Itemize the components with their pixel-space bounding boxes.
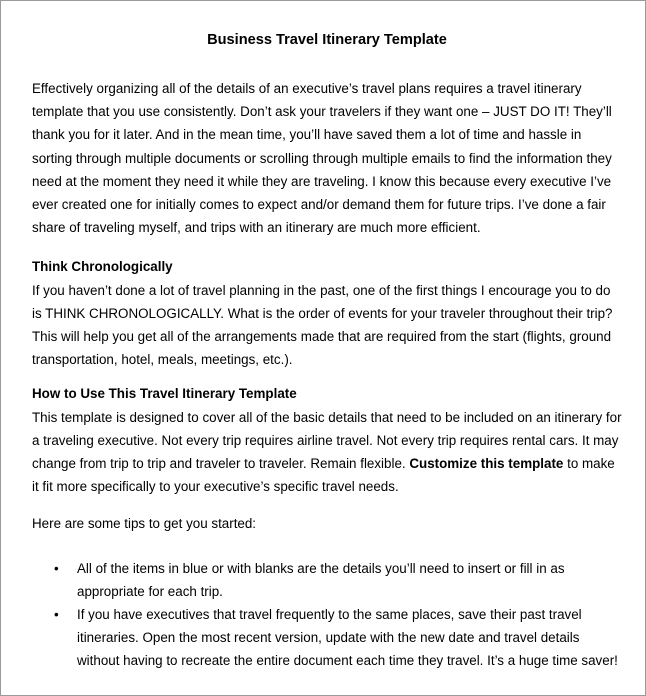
section-heading-how-to-use: How to Use This Travel Itinerary Template bbox=[32, 386, 297, 402]
document-title: Business Travel Itinerary Template bbox=[207, 32, 447, 48]
how-to-use-text-start: This template is designed to cover all of the basic details that need to be included on an itinerary for a traveling executive. Not every trip requires airline travel. Not every trip requires rental cars. It may change from trip to trip and traveler to traveler. Remain flexible. bbox=[32, 409, 622, 472]
tip-text: All of the items in blue or with blanks are the details you’ll need to insert or fill in as appropriate for each trip. bbox=[77, 560, 565, 599]
chronological-paragraph: If you haven’t done a lot of travel planning in the past, one of the first things I encourage you to do is THINK CHRONOLOGICALLY. What is the order of events for your traveler throughout their trip? This will help you get all of the arrangements made that are required from the start (flights, ground transportation, hotel, meals, meetings, etc.). bbox=[32, 282, 613, 368]
how-to-use-text-end: to make it fit more specifically to your executive’s specific travel needs. bbox=[32, 456, 615, 495]
document-page bbox=[32, 24, 622, 673]
list-item bbox=[32, 603, 622, 673]
how-to-use-paragraph bbox=[32, 406, 622, 499]
tips-intro: Here are some tips to get you started: bbox=[32, 516, 257, 532]
tip-text: If you have executives that travel frequently to the same places, save their past travel itineraries. Open the most recent version, update with the new date and travel details without having to recreate the entire document each time they travel. It’s a huge time saver! bbox=[77, 607, 618, 669]
tips-list bbox=[32, 557, 622, 673]
customize-emphasis: Customize this template bbox=[409, 456, 564, 472]
bullet-icon: • bbox=[54, 607, 59, 623]
section-heading-chronological: Think Chronologically bbox=[32, 259, 173, 275]
intro-paragraph: Effectively organizing all of the details of an executive’s travel plans requires a travel itinerary template that you use consistently. Don’t ask your travelers if they want one – JUST DO IT! They’ll thank you for it later. And in the mean time, you’ll have saved them a lot of time and hassle in sorting through multiple documents or scrolling through multiple emails to find the information they need at the moment they need it while they are traveling. I know this because every executive I’ve ever created one for initially comes to expect and/or demand them for future trips. I’ve done a fair share of traveling myself, and trips with an itinerary are much more efficient. bbox=[32, 81, 612, 236]
bullet-icon: • bbox=[54, 560, 59, 576]
list-item bbox=[32, 557, 622, 603]
